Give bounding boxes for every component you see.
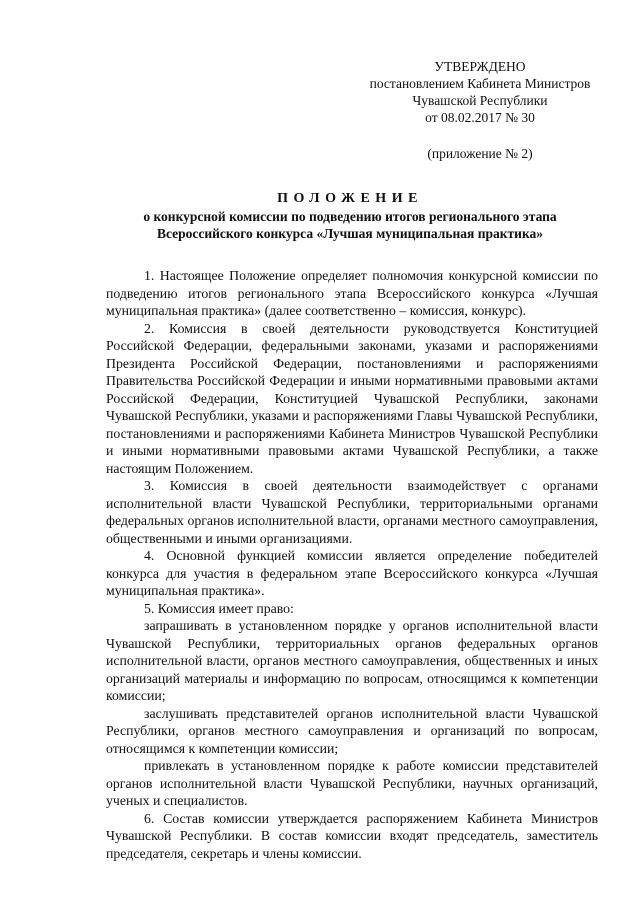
document-subtitle-line-2: Всероссийского конкурса «Лучшая муниципальная практика» bbox=[156, 226, 544, 241]
document-body bbox=[106, 267, 598, 862]
approval-stamp bbox=[355, 58, 605, 126]
paragraph-1: 1. Настоящее Положение определяет полномочия конкурсной комиссии по подведению итогов регионального этапа Всероссийского конкурса «Лучшая муниципальная практика» (далее соответственно – комиссия, конкурс). bbox=[106, 268, 598, 318]
paragraph-2: 2. Комиссия в своей деятельности руководствуется Конституцией Российской Федерации, федеральными законами, указами и распоряжениями Президента Российской Федерации, постановлениями и распоряжениями Правительства Российской Федерации и иными нормативными правовыми актами Российской Федерации, Конституцией Чувашской Республики, законами Чувашской Республики, указами и распоряжениями Главы Чувашской Республики, постановлениями и распоряжениями Кабинета Министров Чувашской Республики и иными нормативными правовыми актами Чувашской Республики, а также настоящим Положением. bbox=[106, 320, 598, 476]
approval-heading: УТВЕРЖДЕНО bbox=[434, 59, 526, 74]
document-subtitle-line-1: о конкурсной комиссии по подведению итогов регионального этапа bbox=[143, 209, 557, 224]
paragraph-5-item-involve: привлекать в установленном порядке к работе комиссии представителей органов исполнительной власти Чувашской Республики, научных организаций, ученых и специалистов. bbox=[106, 758, 598, 808]
paragraph-3: 3. Комиссия в своей деятельности взаимодействует с органами исполнительной власти Чувашской Республики, территориальными органами федеральных органов исполнительной власти, органами местного самоуправления, общественными и иными организациями. bbox=[106, 478, 598, 546]
paragraph-6: 6. Состав комиссии утверждается распоряжением Кабинета Министров Чувашской Республики. В состав комиссии входят председатель, заместитель председателя, секретарь и члены комиссии. bbox=[106, 810, 598, 861]
paragraph-5-item-hear: заслушивать представителей органов исполнительной власти Чувашской Республики, органов местного самоуправления и организаций по вопросам, относящимся к компетенции комиссии; bbox=[106, 705, 598, 756]
document-heading bbox=[100, 190, 600, 242]
approval-region: Чувашской Республики bbox=[412, 93, 548, 108]
paragraph-5-item-request: запрашивать в установленном порядке у органов исполнительной власти Чувашской Республики, территориальных органов федеральных органов исполнительной власти, органов местного самоуправления, общественных и иных организаций материалы и информацию по вопросам, относящимся к компетенции комиссии; bbox=[106, 618, 598, 703]
paragraph-4: 4. Основной функцией комиссии является определение победителей конкурса для участия в федеральном этапе Всероссийского конкурса «Лучшая муниципальная практика». bbox=[106, 548, 598, 598]
document-title: ПОЛОЖЕНИЕ bbox=[277, 191, 423, 206]
approval-date-number: от 08.02.2017 № 30 bbox=[425, 110, 535, 125]
paragraph-5: 5. Комиссия имеет право: bbox=[144, 600, 294, 616]
appendix-note: (приложение № 2) bbox=[427, 146, 533, 161]
approval-authority: постановлением Кабинета Министров bbox=[369, 76, 591, 91]
